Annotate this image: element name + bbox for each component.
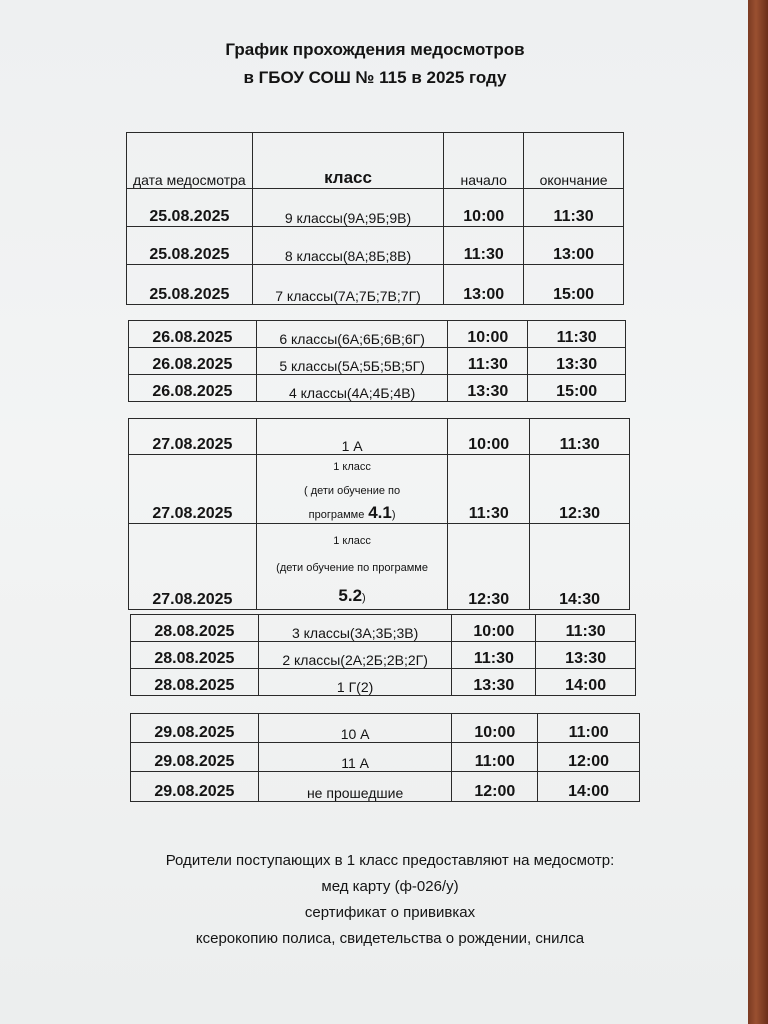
- row-start: 10:00: [444, 189, 524, 227]
- row-date: 27.08.2025: [129, 524, 257, 610]
- row-class: 7 классы(7А;7Б;7В;7Г): [252, 265, 444, 305]
- row-class: 11 А: [258, 743, 452, 772]
- row-date: 27.08.2025: [129, 455, 257, 524]
- row-end: 13:00: [524, 227, 624, 265]
- row-date: 28.08.2025: [131, 642, 259, 669]
- row-date: 27.08.2025: [129, 419, 257, 455]
- row-start: 11:30: [452, 642, 536, 669]
- row-end: 14:00: [538, 772, 640, 802]
- row-end: 14:00: [536, 669, 636, 696]
- table-row: [129, 455, 630, 524]
- row-end: 15:00: [528, 375, 626, 402]
- row-start: 10:00: [448, 321, 528, 348]
- row-start: 13:30: [452, 669, 536, 696]
- row-class: 6 классы(6А;6Б;6В;6Г): [256, 321, 448, 348]
- row-end: 12:00: [538, 743, 640, 772]
- row-date: 28.08.2025: [131, 615, 259, 642]
- row-start: 10:00: [452, 615, 536, 642]
- notes-line-1: Родители поступающих в 1 класс предоставляют на медосмотр:: [165, 852, 615, 869]
- table-row: [129, 524, 630, 610]
- row-class: 2 классы(2А;2Б;2В;2Г): [258, 642, 452, 669]
- row-start: 11:30: [448, 348, 528, 375]
- row-class: 4 классы(4А;4Б;4В): [256, 375, 448, 402]
- table-row: [127, 189, 624, 227]
- table-row: [127, 227, 624, 265]
- row-end: 14:30: [530, 524, 630, 610]
- row-start: 11:30: [448, 455, 530, 524]
- row-end: 13:30: [528, 348, 626, 375]
- row-end: 11:00: [538, 714, 640, 743]
- table-row: [129, 348, 626, 375]
- table-row: [129, 375, 626, 402]
- row-class: 1 Г(2): [258, 669, 452, 696]
- class-line-1: 1 класс: [333, 461, 371, 473]
- row-class: 10 А: [258, 714, 452, 743]
- program-number: 5.2: [338, 586, 363, 605]
- row-date: 26.08.2025: [129, 375, 257, 402]
- row-class: 3 классы(3А;3Б;3В): [258, 615, 452, 642]
- table-row: [127, 265, 624, 305]
- header-end: окончание: [524, 133, 624, 189]
- row-date: 28.08.2025: [131, 669, 259, 696]
- schedule-table-27-08: [128, 418, 630, 610]
- notes-line-4: ксерокопию полиса, свидетельства о рождении, снилса: [195, 930, 585, 947]
- row-date: 29.08.2025: [131, 743, 259, 772]
- row-end: 11:30: [524, 189, 624, 227]
- row-class: 8 классы(8А;8Б;8В): [252, 227, 444, 265]
- class-line-2: (дети обучение по программе: [276, 562, 428, 574]
- row-class: 9 классы(9А;9Б;9В): [252, 189, 444, 227]
- schedule-table-29-08: [130, 713, 640, 802]
- program-paren: ): [362, 592, 366, 604]
- row-start: 13:00: [444, 265, 524, 305]
- row-end: 11:30: [536, 615, 636, 642]
- row-class: 1 А: [256, 419, 447, 455]
- row-date: 26.08.2025: [129, 348, 257, 375]
- schedule-table-25-08: [126, 132, 624, 305]
- row-date: 29.08.2025: [131, 772, 259, 802]
- parent-notes: [0, 848, 768, 952]
- row-date: 26.08.2025: [129, 321, 257, 348]
- row-end: 15:00: [524, 265, 624, 305]
- header-date: дата медосмотра: [127, 133, 253, 189]
- document-title: [0, 36, 750, 92]
- table-row: [129, 419, 630, 455]
- schedule-table-26-08: [128, 320, 626, 402]
- row-start: 13:30: [448, 375, 528, 402]
- row-start: 10:00: [448, 419, 530, 455]
- table-row: [131, 743, 640, 772]
- title-line-1: График прохождения медосмотров: [225, 40, 525, 59]
- schedule-table-28-08: [130, 614, 636, 696]
- class-line-1: 1 класс: [333, 535, 371, 547]
- header-start: начало: [444, 133, 524, 189]
- class-line-2: ( дети обучение по: [304, 485, 401, 497]
- row-start: 12:30: [448, 524, 530, 610]
- row-end: 13:30: [536, 642, 636, 669]
- notes-line-2: мед карту (ф-026/у): [321, 878, 459, 895]
- row-start: 12:00: [452, 772, 538, 802]
- row-class-multiline: [256, 524, 447, 610]
- table-row: [131, 772, 640, 802]
- notes-line-3: сертификат о прививках: [304, 904, 476, 921]
- program-number: 4.1: [368, 503, 392, 522]
- row-date: 29.08.2025: [131, 714, 259, 743]
- table-row: [131, 669, 636, 696]
- row-date: 25.08.2025: [127, 189, 253, 227]
- row-class-multiline: [256, 455, 447, 524]
- table-row: [131, 615, 636, 642]
- program-paren: ): [391, 509, 396, 521]
- table-row: [131, 714, 640, 743]
- class-line-3: программе: [308, 509, 365, 521]
- row-end: 11:30: [528, 321, 626, 348]
- row-start: 11:30: [444, 227, 524, 265]
- table-row: [129, 321, 626, 348]
- row-start: 11:00: [452, 743, 538, 772]
- row-class: 5 классы(5А;5Б;5В;5Г): [256, 348, 448, 375]
- header-class: класс: [252, 133, 444, 189]
- row-class: не прошедшие: [258, 772, 452, 802]
- title-line-2: в ГБОУ СОШ № 115 в 2025 году: [243, 68, 507, 87]
- row-start: 10:00: [452, 714, 538, 743]
- row-date: 25.08.2025: [127, 265, 253, 305]
- row-end: 11:30: [530, 419, 630, 455]
- row-end: 12:30: [530, 455, 630, 524]
- table-row: [131, 642, 636, 669]
- table-header-row: [127, 133, 624, 189]
- row-date: 25.08.2025: [127, 227, 253, 265]
